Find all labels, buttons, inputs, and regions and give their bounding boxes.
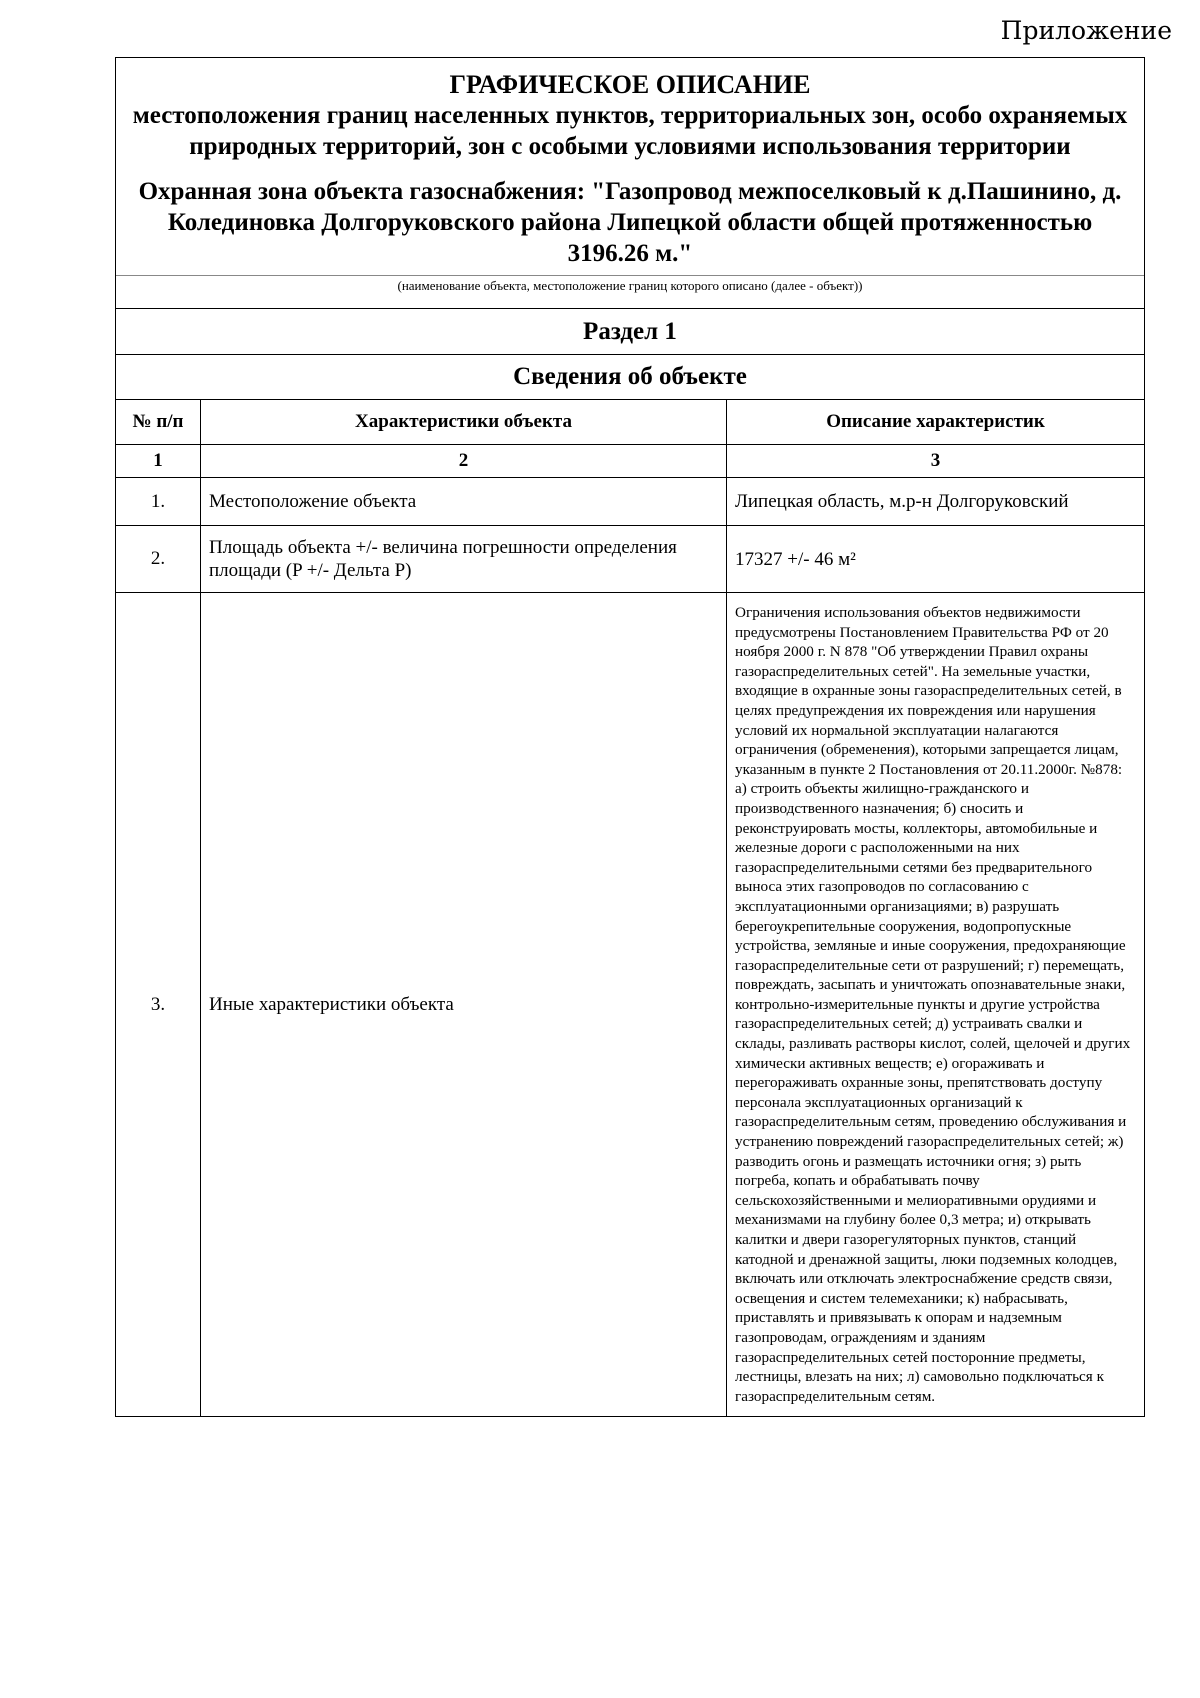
table-row (116, 593, 1145, 1417)
header-row (116, 58, 1145, 276)
document-title: ГРАФИЧЕСКОЕ ОПИСАНИЕ (449, 70, 811, 99)
column-header-number: № п/п (116, 400, 201, 445)
document-subtitle: местоположения границ населенных пунктов, территориальных зон, особо охраняемых природных территорий, зон с особыми условиями использования территории (132, 102, 1128, 160)
row-description: Липецкая область, м.р-н Долгоруковский (727, 478, 1145, 526)
row-characteristic: Иные характеристики объекта (201, 593, 727, 1417)
column-number-1: 1 (116, 445, 201, 478)
row-characteristic: Местоположение объекта (201, 478, 727, 526)
row-number: 1. (116, 478, 201, 526)
row-description: Ограничения использования объектов недвижимости предусмотрены Постановлением Правительства РФ от 20 ноября 2000 г. N 878 "Об утверждении Правил охраны газораспределительных сетей". На земельные участки, входящие в охранные зоны газораспределительных сетей, в целях предупреждения их повреждения или нарушения условий их нормальной эксплуатации налагаются ограничения (обременения), которыми запрещается лицам, указанным в пункте 2 Постановления от 20.11.2000г. №878: а) строить объекты жилищно-гражданского и производственного назначения; б) сносить и реконструировать мосты, коллекторы, автомобильные и железные дороги с расположенными на них газораспределительными сетями без предварительного выноса этих газопроводов по согласованию с эксплуатационными организациями; в) разрушать берегоукрепительные сооружения, водопропускные устройства, земляные и иные сооружения, предохраняющие газораспределительные сети от разрушений; г) перемещать, повреждать, засыпать и уничтожать опознавательные знаки, контрольно-измерительные пункты и другие устройства газораспределительных сетей; д) устраивать свалки и склады, разливать растворы кислот, солей, щелочей и других химически активных веществ; е) огораживать и перегораживать охранные зоны, препятствовать доступу персонала эксплуатационных организаций к газораспределительным сетям, проведению обслуживания и устранению повреждений газораспределительных сетей; ж) разводить огонь и размещать источники огня; з) рыть погреба, копать и обрабатывать почву сельскохозяйственными и мелиоративными орудиями и механизмами на глубину более 0,3 метра; и) открывать калитки и двери газорегуляторных пунктов, станций катодной и дренажной защиты, люки подземных колодцев, включать или отключать электроснабжение средств связи, освещения и систем телемеханики; к) набрасывать, приставлять и привязывать к опорам и надземным газопроводам, ограждениям и зданиям газораспределительных сетей посторонние предметы, лестницы, влезать на них; л) самовольно подключаться к газораспределительным сетям. (727, 593, 1145, 1417)
column-number-2: 2 (201, 445, 727, 478)
section-title-row (116, 309, 1145, 355)
header-cell (116, 58, 1145, 276)
section-subtitle-row (116, 355, 1145, 400)
column-header-description: Описание характеристик (727, 400, 1145, 445)
column-header-row (116, 400, 1145, 445)
section-title: Раздел 1 (116, 309, 1145, 355)
row-number: 2. (116, 526, 201, 593)
description-table (115, 57, 1145, 1417)
column-header-characteristic: Характеристики объекта (201, 400, 727, 445)
object-name: Охранная зона объекта газоснабжения: "Газопровод межпоселковый к д.Пашинино, д. Колединовка Долгоруковского района Липецкой области общей протяженностью 3196.26 м." (138, 178, 1122, 267)
column-number-3: 3 (727, 445, 1145, 478)
row-description: 17327 +/- 46 м² (727, 526, 1145, 593)
table-row (116, 526, 1145, 593)
appendix-label: Приложение (1000, 16, 1172, 45)
section-subtitle: Сведения об объекте (116, 355, 1145, 400)
row-number: 3. (116, 593, 201, 1417)
document-sheet (115, 57, 1144, 1417)
column-number-row (116, 445, 1145, 478)
note-row (116, 276, 1145, 309)
row-characteristic: Площадь объекта +/- величина погрешности определения площади (P +/- Дельта P) (201, 526, 727, 593)
table-row (116, 478, 1145, 526)
object-name-note: (наименование объекта, местоположение границ которого описано (далее - объект)) (116, 276, 1145, 309)
